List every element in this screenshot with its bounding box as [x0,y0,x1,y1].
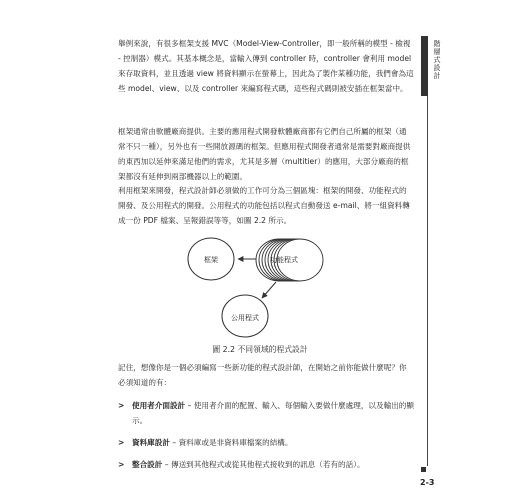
margin-rule [427,96,428,466]
page-marker [421,467,426,472]
paragraph-mvc [118,36,414,96]
paragraph-text: 框架通常由軟體廠商提供。主要的應用程式開發軟體廠商都有它們自己所屬的框架（通常不只一種），另外也有一些開放源碼的框架。但應用程式開發者通常是需要對廠商提供的東西加以延伸來滿足他們的需求，尤其是多層（multitier）的應用，大部分廠商的框架都沒有延伸到兩部機器以上的範圍。 [118,127,411,181]
section-label: 階層式設計 [433,40,441,80]
bullet-marker: > [118,460,125,469]
bullet-text: – 傳送到其他程式或從其他程式接收到的訊息（若有的話）。 [162,460,365,469]
bullet-integration-design [118,457,418,472]
paragraph-text: 記住，想像你是一個必須編寫一些新功能的程式設計師，在開始之前你能做什麼呢？你必須知道的有： [118,363,407,387]
figure-2-2 [180,232,340,340]
bullet-term: 使用者介面設計 [132,401,186,410]
feature-label: 功能程式 [270,256,298,264]
paragraph-vendors [118,124,414,184]
bullet-term: 整合設計 [132,460,163,469]
figure-diagram [180,232,340,340]
figure-caption: 圖 2.2 不同領域的程式設計 [212,345,308,354]
arrow-to-utility [262,282,276,298]
bullet-text: – 資料庫或是非資料庫檔案的結構。 [169,438,293,447]
bullet-marker: > [118,401,125,410]
bullet-term: 資料庫設計 [132,438,170,447]
paragraph-text: 利用框架來開發，程式設計師必須做的工作可分為三個區塊：框架的開發、功能程式的開發、及公用程式的開發。公用程式的功能包括以程式自動發送 e-mail、將一組資料轉成一份 PDF 檔案、呈報錯誤等等，如圖 2.2 所示。 [118,186,410,225]
paragraph-remember [118,360,414,390]
bullet-marker: > [118,438,125,447]
page-number: 2-3 [420,478,435,487]
framework-label: 框架 [204,256,218,264]
paragraph-text: 舉例來說，有很多框架支援 MVC（Model-View-Controller，即一般所稱的模型 - 檢視 - 控制器）模式。其基本概念是，當輸入傳到 controller 時，controller 會利用 model 來存取資料，並且透過 view 將資料顯示在螢幕上，因此為了製作某種功能，我們會為這些 model、view、以及 controller 來編寫程式碼，這些程式碼則被安插在框架當中。 [118,39,414,93]
utility-label: 公用程式 [231,314,259,322]
bullet-ui-design [118,398,418,428]
paragraph-three-areas [118,183,414,228]
chapter-tab [421,36,428,96]
bullet-database-design [118,435,418,450]
bullet-text: – 使用者介面的配置、輸入、每個輸入要做什麼處理，以及輸出的顯示。 [132,401,414,425]
bullet-list [118,398,418,479]
